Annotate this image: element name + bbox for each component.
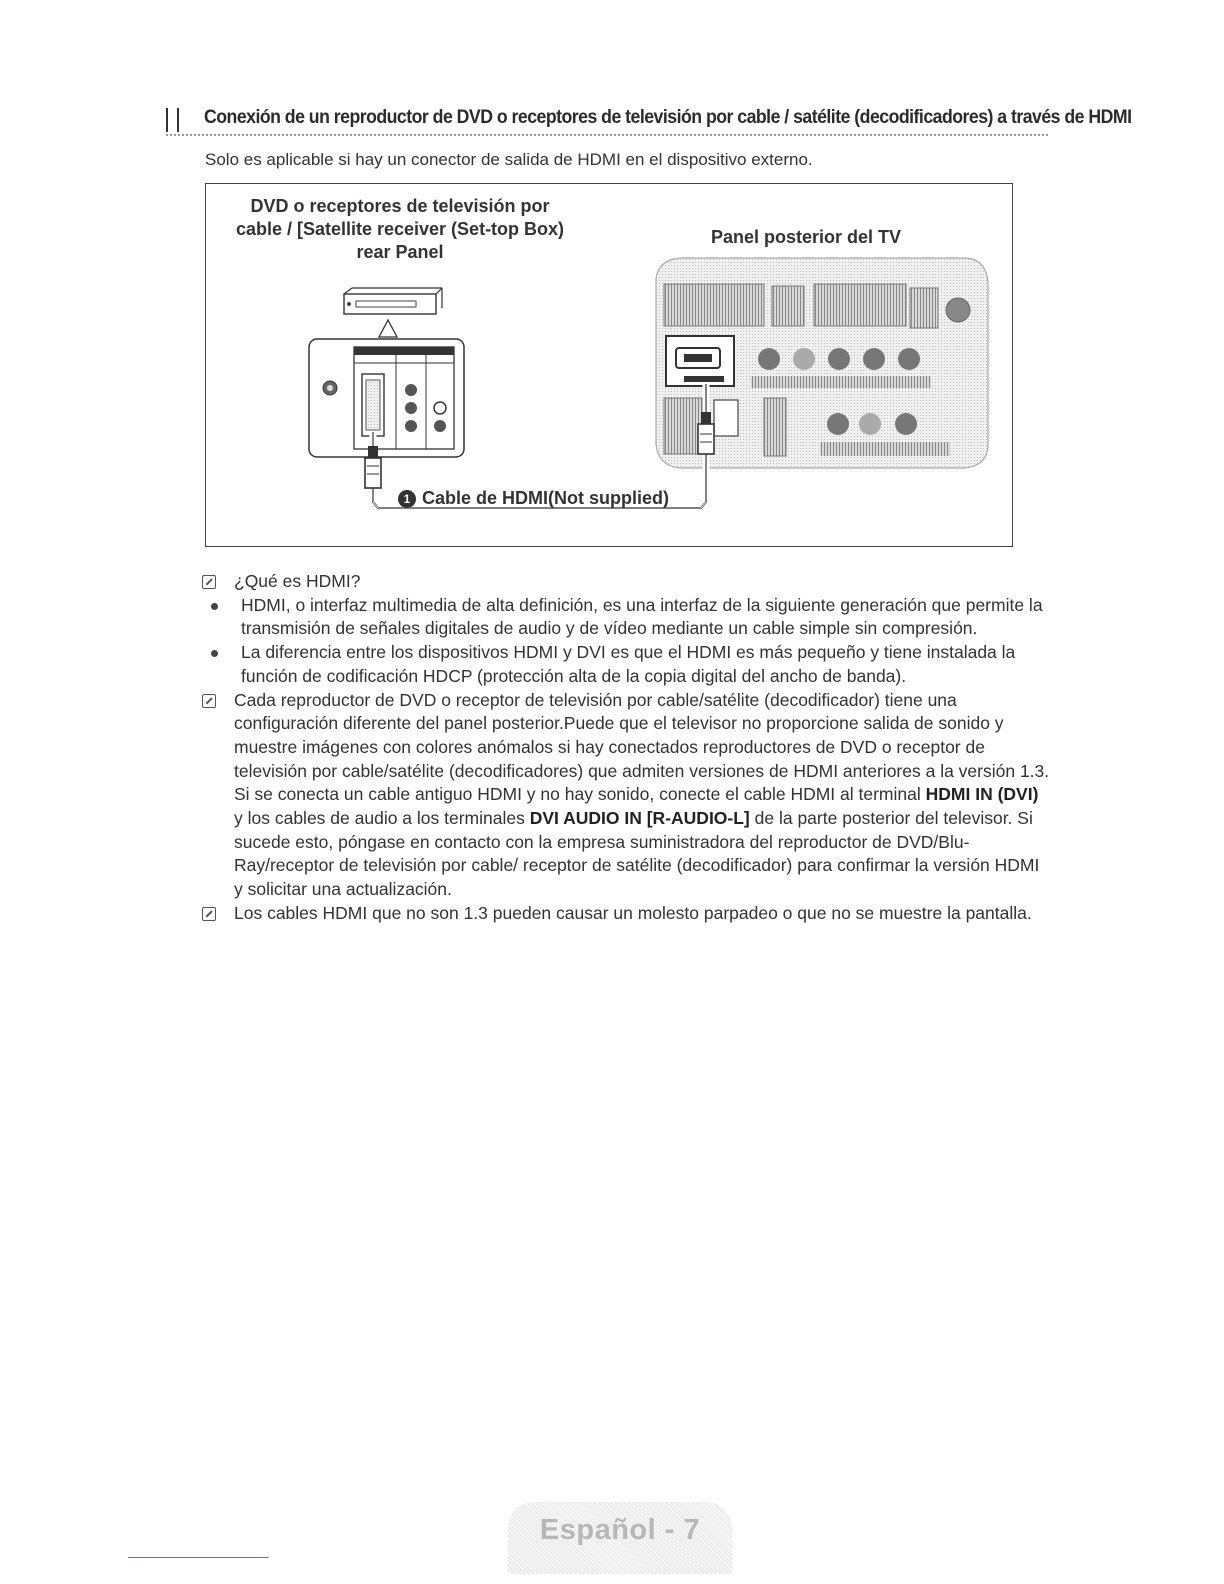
cable-label: Cable de HDMI(Not supplied) — [422, 488, 669, 508]
bullet-item — [200, 641, 1050, 688]
source-device-label — [220, 195, 580, 264]
page-title: Conexión de un reproductor de DVD o receptores de televisión por cable / satélite (decodificadores) a través de HDMI — [204, 107, 1132, 128]
cable-number-badge: 1 — [398, 490, 416, 508]
section-heading — [166, 104, 1132, 136]
page-footer — [508, 1502, 732, 1574]
dvd-rear-panel — [309, 339, 464, 457]
footer-divider — [128, 1557, 268, 1558]
tv-panel-label: Panel posterior del TV — [710, 227, 902, 247]
heading-marker — [166, 108, 179, 132]
notes-section — [200, 570, 1050, 926]
terminal-hdmi-in: HDMI IN (DVI) — [925, 784, 1039, 805]
note-what-is-hdmi — [200, 570, 1050, 594]
note2-text-b: y los cables de audio a los terminales — [234, 808, 525, 829]
cable-caption — [398, 488, 669, 509]
bullet-text-1: HDMI, o interfaz multimedia de alta definición, es una interfaz de la siguiente generación que permite la transmisión de señales digitales de audio y de vídeo mediante un cable simple sin compresión. — [241, 594, 1043, 639]
source-label-line-3: rear Panel — [356, 242, 444, 262]
note-question: ¿Qué es HDMI? — [234, 571, 361, 591]
dvd-player-icon — [344, 288, 442, 337]
bullet-item — [200, 594, 1050, 641]
terminal-dvi-audio-in: DVI AUDIO IN [R-AUDIO-L] — [529, 808, 750, 829]
note-icon — [202, 907, 216, 921]
note3-text: Los cables HDMI que no son 1.3 pueden causar un molesto parpadeo o que no se muestre la pantalla. — [234, 902, 1032, 923]
bullet-text-2: La diferencia entre los dispositivos HDMI y DVI es que el HDMI es más pequeño y tiene instalada la función de codificación HDCP (protección alta de la copia digital del ancho de banda). — [241, 642, 1016, 686]
note-compatibility — [200, 689, 1050, 902]
bullet-icon — [211, 650, 218, 657]
note-icon — [202, 694, 216, 708]
note-flicker — [200, 902, 1050, 926]
source-label-line-1: DVD o receptores de televisión por — [250, 196, 550, 216]
intro-text: Solo es aplicable si hay un conector de salida de HDMI en el dispositivo externo. — [205, 150, 813, 169]
note2-text-a: Cada reproductor de DVD o receptor de televisión por cable/satélite (decodificador) tiene una configuración diferente del panel posterior.Puede que el televisor no proporcione salida de sonido y muestre imágenes con colores anómalos si hay conectados reproductores de DVD o receptor de televisión por cable/satélite (decodificadores) que admiten versiones de HDMI anteriores a la versión 1.3. Si se conecta un cable antiguo HDMI y no hay sonido, conecte el cable HDMI al terminal — [234, 689, 1050, 805]
note2-text-c: de la parte posterior del televisor. Si sucede esto, póngase en contacto con la empresa suministradora del reproductor de DVD/Blu-Ray/receptor de televisión por cable/ receptor de satélite (decodificador) para confirmar la versión HDMI y solicitar una actualización. — [234, 808, 1040, 900]
connection-diagram — [205, 183, 1013, 547]
bullet-icon — [211, 603, 218, 610]
source-label-line-2: cable / [Satellite receiver (Set-top Box) — [235, 219, 565, 239]
page-number: Español - 7 — [539, 1514, 701, 1546]
note-icon — [202, 575, 216, 589]
